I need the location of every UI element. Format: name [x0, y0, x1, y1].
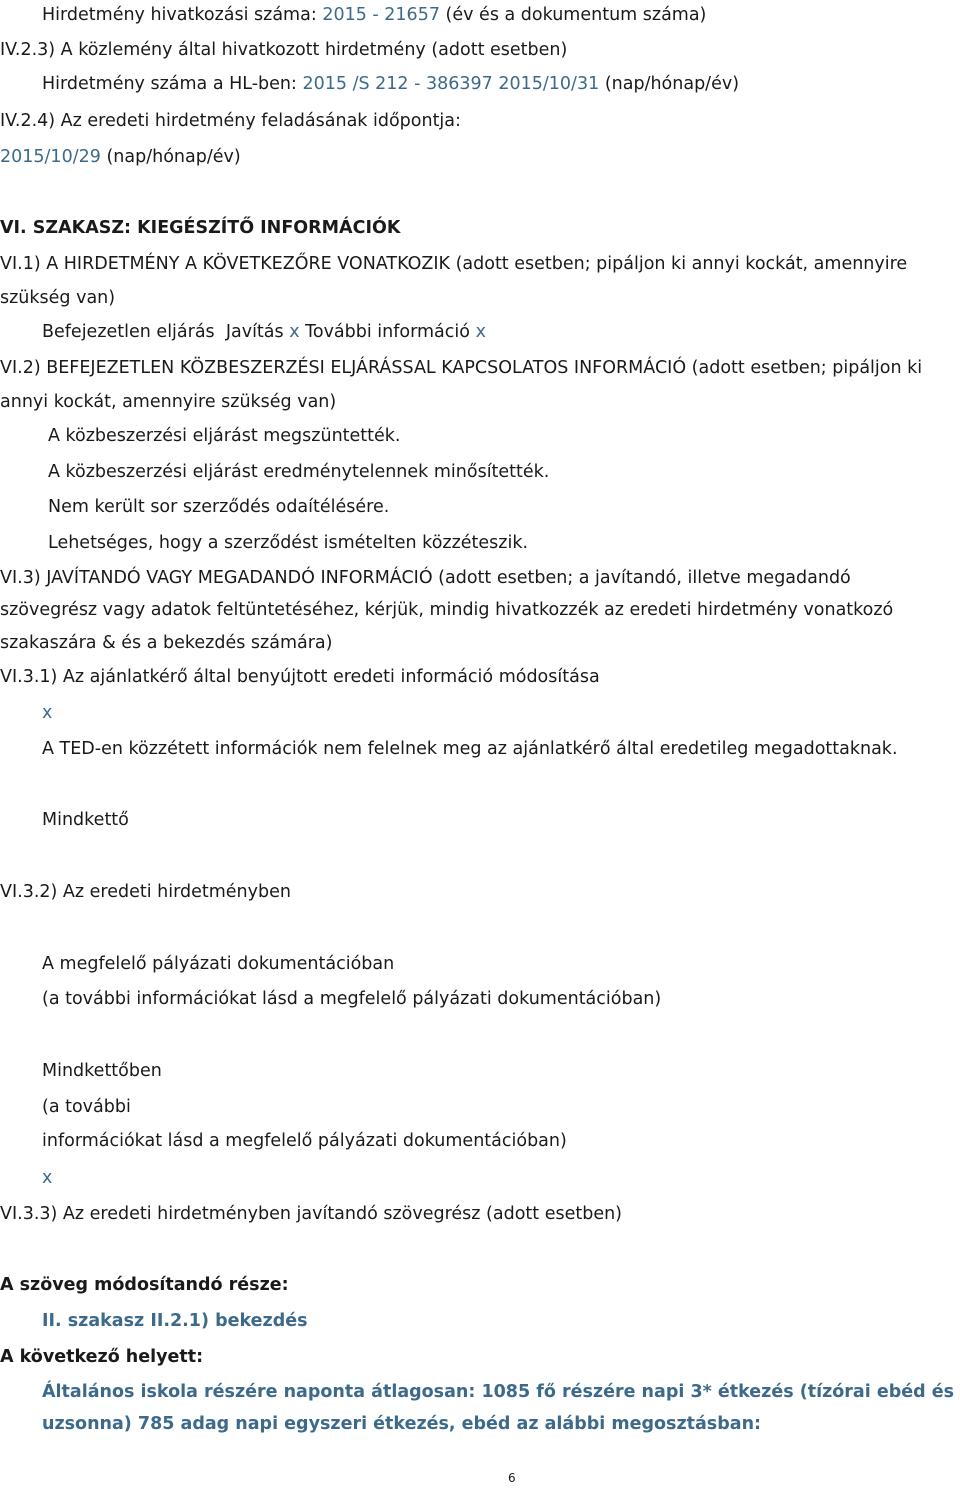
notice-reference-value: 2015 - 21657 [322, 5, 440, 25]
modification-mark: x [42, 703, 53, 723]
page-number: 6 [508, 1471, 516, 1485]
instead-of-text: Általános iskola részére naponta átlagosan: 1085 fő részére napi 3* étkezés (tízórai ebéd és [42, 1382, 954, 1402]
option-both-locations-note: (a további [42, 1097, 131, 1117]
correction-mark: x [289, 322, 300, 342]
option-procedure-discontinued: A közbeszerzési eljárást megszüntették. [48, 426, 401, 446]
section-vi-3-1-heading: VI.3.1) Az ajánlatkérő által benyújtott eredeti információ módosítása [0, 667, 600, 687]
oj-notice-label: Hirdetmény száma a HL-ben: [42, 74, 297, 94]
section-iv-2-4-heading: IV.2.4) Az eredeti hirdetmény feladásának időpontja: [0, 111, 461, 131]
option-both-locations-note-cont: információkat lásd a megfelelő pályázati dokumentációban) [42, 1131, 567, 1151]
section-vi-1-heading: VI.1) A HIRDETMÉNY A KÖVETKEZŐRE VONATKOZIK (adott esetben; pipáljon ki annyi kockát, amennyire [0, 254, 908, 274]
oj-notice-format: (nap/hónap/év) [604, 74, 740, 94]
section-vi-title: VI. SZAKASZ: KIEGÉSZÍTŐ INFORMÁCIÓK [0, 218, 401, 238]
option-procedure-unsuccessful: A közbeszerzési eljárást eredménytelennek minősítették. [48, 462, 550, 482]
option-may-be-republished: Lehetséges, hogy a szerződést ismételten közzéteszik. [48, 533, 529, 553]
section-vi-1-heading-cont: szükség van) [0, 288, 116, 308]
section-iv-2-3-heading: IV.2.3) A közlemény által hivatkozott hirdetmény (adott esetben) [0, 40, 568, 60]
option-correction: Javítás [225, 322, 284, 342]
dispatch-date-value: 2015/10/29 [0, 147, 101, 167]
notice-reference-format: (év és a dokumentum száma) [445, 5, 707, 25]
notice-reference-line [42, 3, 706, 27]
option-ted-mismatch: A TED-en közzétett információk nem felelnek meg az ajánlatkérő által eredetileg megadottaknak. [42, 739, 898, 759]
text-to-modify-label: A szöveg módosítandó része: [0, 1275, 289, 1295]
additional-info-mark: x [475, 322, 486, 342]
option-additional-info: További információ [305, 322, 470, 342]
dispatch-date-format: (nap/hónap/év) [106, 147, 241, 167]
section-vi-3-heading-end: szakaszára & és a bekezdés számára) [0, 633, 333, 653]
both-locations-mark: x [42, 1168, 53, 1188]
option-both: Mindkettő [42, 810, 129, 830]
option-both-locations: Mindkettőben [42, 1061, 162, 1081]
oj-notice-number-line [42, 72, 739, 96]
text-to-modify-value: II. szakasz II.2.1) bekezdés [42, 1311, 308, 1331]
section-vi-2-heading-cont: annyi kockát, amennyire szükség van) [0, 392, 337, 412]
section-vi-3-heading-cont: szövegrész vagy adatok feltüntetéséhez, kérjük, mindig hivatkozzék az eredeti hirdetmény vonatkozó [0, 600, 894, 620]
oj-notice-value: 2015 /S 212 - 386397 2015/10/31 [302, 74, 600, 94]
notice-reference-label: Hirdetmény hivatkozási száma: [42, 5, 317, 25]
dispatch-date-line [0, 145, 241, 169]
option-tender-documents-note: (a további információkat lásd a megfelelő pályázati dokumentációban) [42, 989, 662, 1009]
section-vi-3-2-heading: VI.3.2) Az eredeti hirdetményben [0, 882, 291, 902]
instead-of-label: A következő helyett: [0, 1347, 204, 1367]
notice-type-options [42, 320, 486, 344]
option-tender-documents: A megfelelő pályázati dokumentációban [42, 954, 395, 974]
section-vi-2-heading: VI.2) BEFEJEZETLEN KÖZBESZERZÉSI ELJÁRÁSSAL KAPCSOLATOS INFORMÁCIÓ (adott esetben; pipáljon ki [0, 358, 923, 378]
section-vi-3-heading: VI.3) JAVÍTANDÓ VAGY MEGADANDÓ INFORMÁCIÓ (adott esetben; a javítandó, illetve megadandó [0, 568, 851, 588]
option-incomplete-procedure: Befejezetlen eljárás [42, 322, 215, 342]
option-contract-not-awarded: Nem került sor szerződés odaítélésére. [48, 497, 390, 517]
section-vi-3-3-heading: VI.3.3) Az eredeti hirdetményben javítandó szövegrész (adott esetben) [0, 1204, 623, 1224]
instead-of-text-cont: uzsonna) 785 adag napi egyszeri étkezés, ebéd az alábbi megosztásban: [42, 1414, 762, 1434]
